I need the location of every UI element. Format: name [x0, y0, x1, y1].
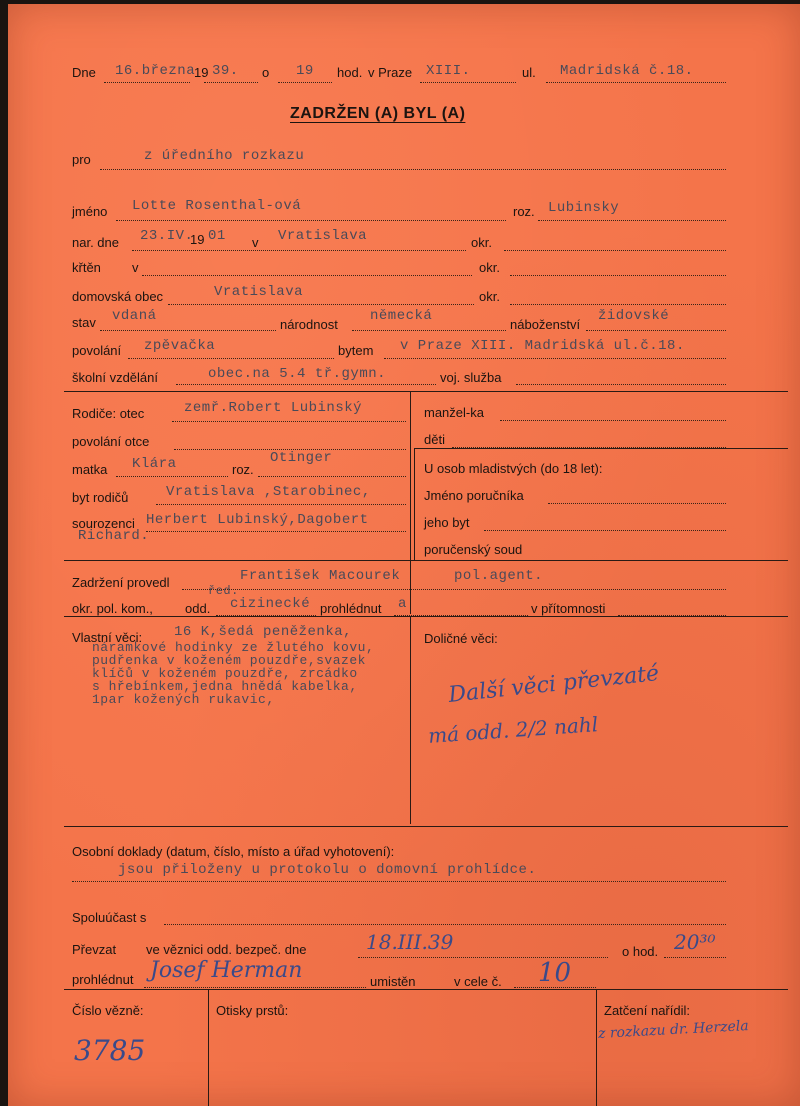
domovska-value: Vratislava — [214, 284, 304, 300]
voj-sluzba-label: voj. služba — [440, 370, 502, 385]
vlastni-veci-line: 1par kožených rukavic, — [92, 692, 275, 707]
matka-roz-label: roz. — [232, 462, 254, 477]
byt-rodicu-label: byt rodičů — [72, 490, 129, 505]
narodnost-label: národnost — [280, 317, 338, 332]
narodnost-value: německá — [370, 308, 433, 324]
stav-value: vdaná — [112, 308, 157, 324]
v-praze-label: v Praze — [368, 65, 413, 80]
domovska-okr-label: okr. — [479, 289, 500, 304]
roz-value: Lubinsky — [548, 200, 620, 216]
jmeno-label: jméno — [72, 204, 108, 219]
jeho-byt-label: jeho byt — [424, 515, 470, 530]
prohlednut2-signature: Josef Herman — [150, 958, 303, 983]
hour-value: 19 — [296, 63, 314, 79]
nar-year: 01 — [208, 228, 226, 244]
dne-value: 16.března — [115, 63, 196, 79]
street-value: Madridská č.18. — [560, 63, 694, 79]
o-label: o — [262, 65, 270, 80]
spoluucast-label: Spoluúčast s — [72, 910, 147, 925]
krten-v-label: v — [132, 260, 139, 275]
dolicne-veci-note-2: má odd. 2/2 nahl — [427, 712, 599, 748]
dolicne-veci-label: Doličné věci: — [424, 631, 498, 646]
reason-label: pro — [72, 152, 91, 167]
prohlednut-value: a — [398, 596, 407, 612]
povolani-label: povolání — [72, 343, 122, 358]
nar-okr-label: okr. — [471, 235, 492, 250]
odd-value: cizinecké — [230, 596, 311, 612]
prevzat-date: 18.III.39 — [366, 930, 454, 954]
umisten-label: umistěn — [370, 974, 416, 989]
zadrzeni-provedl-value: František Macourek — [240, 568, 401, 584]
matka-label: matka — [72, 462, 108, 477]
jmeno-porucnika-label: Jméno poručníka — [424, 488, 524, 503]
okr-pol-kom-label: okr. pol. kom., — [72, 601, 153, 616]
cela-value: 10 — [538, 958, 572, 988]
porucensky-soud-label: poručenský soud — [424, 542, 523, 557]
sourozenci-value-2: Richard. — [78, 528, 150, 544]
nar-place: Vratislava — [278, 228, 368, 244]
matka-value: Klára — [132, 456, 177, 472]
rodice-otec-value: zemř.Robert Lubinský — [184, 400, 363, 416]
sourozenci-label: sourozenci — [72, 516, 135, 531]
roz-label: roz. — [513, 204, 535, 219]
zadrzeni-provedl-label: Zadržení provedl — [72, 575, 170, 590]
year-prefix: 19 — [194, 65, 209, 80]
reason-value: z úředního rozkazu — [144, 148, 305, 164]
domovska-label: domovská obec — [72, 289, 164, 304]
vlastni-veci-line: náramkové hodinky ze žlutého kovu, — [92, 640, 375, 655]
cislo-vezne-label: Číslo vězně: — [72, 1003, 144, 1018]
district-value: XIII. — [426, 63, 471, 79]
osobni-doklady-value: jsou přiloženy u protokolu o domovní prohlídce. — [118, 862, 537, 878]
cislo-vezne-value: 3785 — [74, 1034, 146, 1067]
vlastni-veci-line: 16 K,šedá peněženka, — [174, 624, 353, 640]
nar-year-prefix: 19 — [190, 232, 205, 247]
nabozenstvi-label: náboženství — [510, 317, 581, 332]
bytem-label: bytem — [338, 343, 374, 358]
mladistvi-label: U osob mladistvých (do 18 let): — [424, 461, 603, 476]
prevzat-hod-label: o hod. — [622, 944, 659, 959]
prevzat-hod-value: 20³⁰ — [674, 930, 716, 954]
sourozenci-value: Herbert Lubinský,Dagobert — [146, 512, 369, 528]
zadrzeni-rank: pol.agent. — [454, 568, 544, 584]
skolni-value: obec.na 5.4 tř.gymn. — [208, 366, 387, 382]
form-title: ZADRŽEN (A) BYL (A) — [290, 105, 466, 122]
otisky-prstu-label: Otisky prstů: — [216, 1003, 289, 1018]
byt-rodicu-value: Vratislava ,Starobinec, — [166, 484, 371, 500]
bytem-value: v Praze XIII. Madridská ul.č.18. — [400, 338, 685, 354]
matka-roz-value: Otinger — [270, 450, 333, 466]
vlastni-veci-line: s hřebínkem,jedna hnědá kabelka, — [92, 679, 358, 694]
krten-okr-label: okr. — [479, 260, 500, 275]
zatceni-naridil-label: Zatčení nařídil: — [604, 1003, 690, 1018]
vlastni-veci-label: Vlastní věci: — [72, 630, 143, 645]
cela-label: v cele č. — [454, 974, 502, 989]
nar-date: 23.IV. — [140, 228, 194, 244]
pritomnosti-label: v přítomnosti — [531, 601, 606, 616]
year-value: 39. — [212, 63, 239, 79]
manzel-label: manžel-ka — [424, 405, 484, 420]
prevzat-text: ve věznici odd. bezpeč. dne — [146, 942, 307, 957]
ul-label: ul. — [522, 65, 536, 80]
odd-label: odd. — [185, 601, 211, 616]
zadrzeni-ref: řed. — [208, 584, 239, 598]
vlastni-veci-line: klíčů v koženém pouzdře, zrcádko — [92, 666, 358, 681]
jmeno-value: Lotte Rosenthal-ová — [132, 198, 302, 214]
nabozenstvi-value: židovské — [598, 308, 670, 324]
prohlednut2-label: prohlédnut — [72, 972, 134, 987]
nar-label: nar. dne — [72, 235, 119, 250]
stav-label: stav — [72, 315, 96, 330]
vlastni-veci-list — [92, 624, 374, 715]
povolani-otce-label: povolání otce — [72, 434, 150, 449]
hod-label: hod. — [337, 65, 363, 80]
krten-label: křtěn — [72, 260, 101, 275]
dolicne-veci-note-1: Další věci převzaté — [447, 661, 661, 708]
nar-v-label: v — [252, 235, 259, 250]
osobni-doklady-label: Osobní doklady (datum, číslo, místo a úřad vyhotovení): — [72, 844, 395, 859]
deti-label: děti — [424, 432, 445, 447]
povolani-value: zpěvačka — [144, 338, 216, 354]
prevzat-label: Převzat — [72, 942, 117, 957]
zatceni-naridil-value: z rozkazu dr. Herzela — [597, 1018, 750, 1042]
rodice-otec-label: Rodiče: otec — [72, 406, 145, 421]
prohlednut-label: prohlédnut — [320, 601, 382, 616]
skolni-label: školní vzdělání — [72, 370, 158, 385]
form-paper — [8, 4, 800, 1106]
vlastni-veci-line: pudřenka v koženém pouzdře,svazek — [92, 653, 366, 668]
dne-label: Dne — [72, 65, 96, 80]
